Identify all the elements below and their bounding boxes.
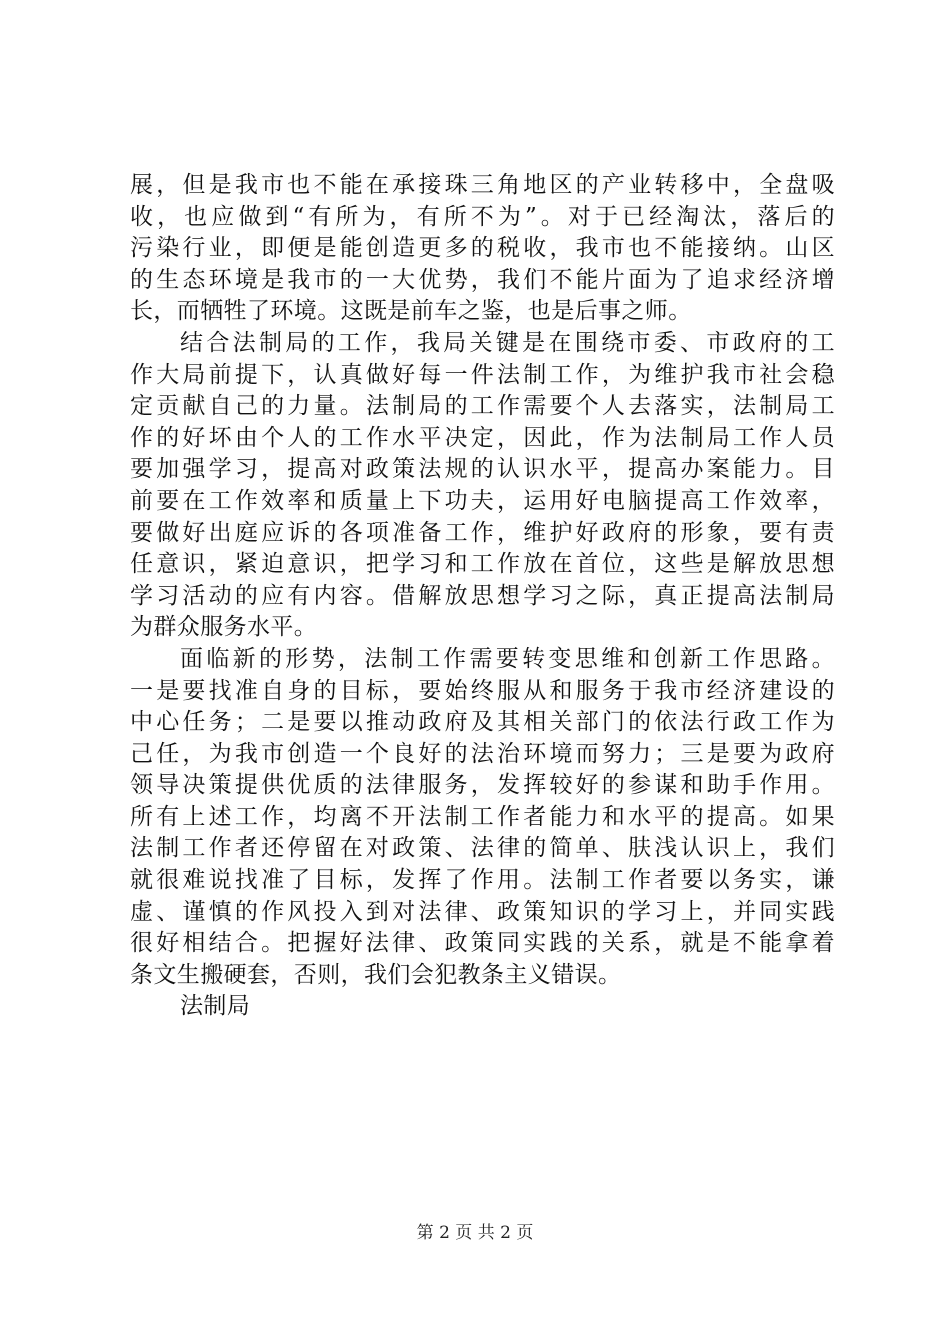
paragraph [130, 644, 835, 992]
text-line: 的生态环境是我市的一大优势，我们不能片面为了追求经济增 [130, 266, 835, 293]
text-line: 任意识，紧迫意识，把学习和工作放在首位，这些是解放思想 [130, 551, 835, 578]
text-line: 条文生搬硬套，否则，我们会犯教条主义错误。 [130, 961, 622, 988]
text-line: 法制工作者还停留在对政策、法律的简单、肤浅认识上，我们 [130, 835, 835, 862]
text-line: 己任，为我市创造一个良好的法治环境而努力；三是要为政府 [130, 740, 835, 767]
text-line: 收，也应做到“有所为，有所不为”。对于已经淘汰，落后的 [130, 203, 835, 230]
text-line: 一是要找准自身的目标，要始终服从和服务于我市经济建设的 [130, 677, 835, 704]
text-line: 污染行业，即便是能创造更多的税收，我市也不能接纳。山区 [130, 235, 835, 262]
text-line: 展，但是我市也不能在承接珠三角地区的产业转移中，全盘吸 [130, 172, 835, 198]
text-line: 作大局前提下，认真做好每一件法制工作，为维护我市社会稳 [130, 361, 835, 388]
paragraph [130, 991, 835, 1023]
text-line: 作的好坏由个人的工作水平决定，因此，作为法制局工作人员 [130, 424, 835, 451]
text-line: 为群众服务水平。 [130, 614, 318, 641]
text-line: 虚、谨慎的作风投入到对法律、政策知识的学习上，并同实践 [130, 898, 835, 925]
text-line: 要做好出庭应诉的各项准备工作，维护好政府的形象，要有责 [130, 519, 835, 546]
text-line: 结合法制局的工作，我局关键是在围绕市委、市政府的工 [180, 329, 835, 356]
text-line: 法制局 [180, 993, 251, 1020]
page-footer: 第 2 页 共 2 页 [416, 1223, 534, 1243]
text-line: 领导决策提供优质的法律服务，发挥较好的参谋和助手作用。 [130, 772, 835, 799]
text-line: 面临新的形势，法制工作需要转变思维和创新工作思路。 [180, 645, 835, 672]
text-line: 要加强学习，提高对政策法规的认识水平，提高办案能力。目 [130, 456, 835, 483]
text-line: 就很难说找准了目标，发挥了作用。法制工作者要以务实，谦 [130, 867, 835, 894]
document-body [130, 170, 835, 1023]
text-line: 所有上述工作，均离不开法制工作者能力和水平的提高。如果 [130, 803, 835, 830]
text-line: 学习活动的应有内容。借解放思想学习之际，真正提高法制局 [130, 582, 835, 609]
text-line: 定贡献自己的力量。法制局的工作需要个人去落实，法制局工 [130, 393, 835, 420]
paragraph [130, 328, 835, 644]
text-line: 长，而牺牲了环境。这既是前车之鉴，也是后事之师。 [130, 298, 692, 325]
text-line: 很好相结合。把握好法律、政策同实践的关系，就是不能拿着 [130, 930, 835, 957]
paragraph [130, 170, 835, 328]
text-line: 前要在工作效率和质量上下功夫，运用好电脑提高工作效率， [130, 487, 835, 514]
text-line: 中心任务；二是要以推动政府及其相关部门的依法行政工作为 [130, 709, 835, 736]
